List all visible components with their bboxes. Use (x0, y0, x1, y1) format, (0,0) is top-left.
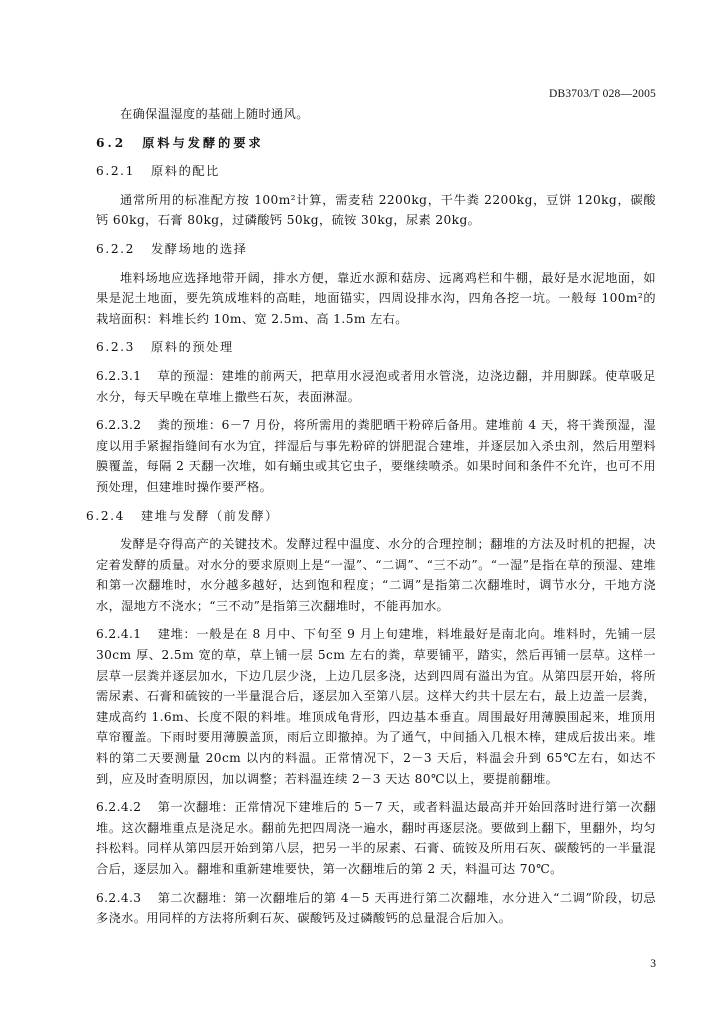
section-number: 6.2 (96, 135, 127, 150)
document-body (86, 104, 669, 929)
clause-6-2-3-1 (96, 366, 669, 407)
clause-6-2-4-2 (96, 797, 656, 879)
clause-text: 建堆：一般是在 8 月中、下旬至 9 月上旬建堆，料堆最好是南北向。堆料时，先铺一层 30cm 厚、2.5m 宽的草，草上铺一层 5cm 左右的粪，草要铺平，踏实，然后再铺一层草。这样一层草一层粪并逐层加水，下边几层少浇，上边几层多浇，达到四周有溢出为宜。从第四层开始，将所需尿素、石膏和硫铵的一半量混合后，逐层加入至第八层。这样大约共十层左右，最上边盖一层粪，建成高约 1.6m、长度不限的料堆。堆顶成龟背形，四边基本垂直。周围最好用薄膜围起来，堆顶用草帘覆盖。下雨时要用薄膜盖顶，雨后立即撤掉。为了通气，中间插入几根木棒，建成后拔出来。堆料的第二天要测量 20cm 以内的料温。正常情况下，2－3 天后，料温会升到 65℃左右，如达不到，应及时查明原因，加以调整；若料温连续 2－3 天达 80℃以上，要提前翻堆。 (96, 627, 656, 786)
paragraph-site: 堆料场地应选择地带开阔，排水方便，靠近水源和菇房、远离鸡栏和牛棚，最好是水泥地面，如果是泥土地面，要先筑成堆料的高畦，地面锚实，四周设排水沟，四角各挖一坑。一般每 100m²的栽培面积：料堆长约 10m、宽 2.5m、高 1.5m 左右。 (96, 270, 656, 326)
clause-6-2-3-2 (96, 415, 656, 497)
paragraph-ventilation: 在确保温湿度的基础上随时通风。 (120, 107, 309, 121)
clause-number: 6.2.3.1 (96, 368, 142, 383)
clause-number: 6.2.4.2 (96, 800, 142, 815)
section-title: 原料与发酵的要求 (142, 135, 264, 150)
section-number: 6.2.3 (96, 340, 136, 355)
section-number: 6.2.1 (96, 164, 136, 179)
section-6-2-3-heading (96, 337, 656, 358)
clause-6-2-4-1 (96, 624, 656, 789)
section-6-2-heading (96, 133, 656, 154)
clause-text: 粪的预堆：6－7 月份，将所需用的粪肥晒干粉碎后备用。建堆前 4 天，将干粪预湿，湿度以用手紧握指缝间有水为宜，拌湿后与事先粉碎的饼肥混合建堆，并逐层加入杀虫剂，然后用塑料膜覆盖，每隔 2 天翻一次堆，如有蛹虫或其它虫子，要继续喷杀。如果时间和条件不允许，也可不用预处理，但建堆时操作要严格。 (96, 418, 656, 494)
document-code: DB3703/T 028—2005 (548, 88, 656, 100)
clause-text: 草的预湿：建堆的前两天，把草用水浸泡或者用水管浇，边浇边翻，并用脚踩。使草吸足 水分，每天早晚在草堆上撒些石灰，表面淋湿。 (96, 368, 669, 404)
paragraph-formula: 通常所用的标准配方按 100m²计算，需麦秸 2200kg，干牛粪 2200kg，豆饼 120kg，碳酸钙 60kg，石膏 80kg，过磷酸钙 50kg，硫铵 30kg，尿素 20kg。 (96, 192, 656, 228)
clause-text: 第二次翻堆：第一次翻堆后的第 4－5 天再进行第二次翻堆，水分进入“二调”阶段，切忌多浇水。用同样的方法将所剩石灰、碳酸钙及过磷酸钙的总量混合后加入。 (96, 890, 656, 926)
section-number: 6.2.2 (96, 241, 136, 256)
section-title: 原料的配比 (151, 164, 220, 179)
section-title: 原料的预处理 (151, 340, 234, 355)
clause-number: 6.2.3.2 (96, 418, 142, 433)
section-6-2-2-heading (96, 239, 656, 260)
clause-text: 第一次翻堆：正常情况下建堆后的 5－7 天，或者料温达最高并开始回落时进行第一次翻堆。这次翻堆重点是浇足水。翻前先把四周浇一遍水，翻时再逐层浇。要做到上翻下，里翻外，均匀抖松料。同样从第四层开始到第八层，把另一半的尿素、石膏、硫铵及所用石灰、碳酸钙的一半量混合后，逐层加入。翻堆和重新建堆要快，第一次翻堆后的第 2 天，料温可达 70℃。 (96, 800, 656, 876)
section-title: 建堆与发酵（前发酵） (141, 508, 279, 523)
paragraph-fermentation: 发酵是夺得高产的关键技术。发酵过程中温度、水分的合理控制；翻堆的方法及时机的把握，决定着发酵的质量。对水分的要求原则上是“一湿”、“二调”、“三不动”。“一湿”是指在草的预湿、建堆和第一次翻堆时，水分越多越好，达到饱和程度；“二调”是指第二次翻堆时，调节水分，干地方浇水，湿地方不浇水；“三不动”是指第三次翻堆时，不能再加水。 (96, 537, 656, 613)
clause-6-2-4-3 (96, 888, 656, 929)
clause-number: 6.2.4.3 (96, 890, 142, 905)
section-6-2-1-heading (96, 161, 656, 182)
section-number: 6.2.4 (86, 508, 126, 523)
clause-number: 6.2.4.1 (96, 627, 142, 642)
section-6-2-4-heading (86, 506, 656, 527)
page-number: 3 (650, 958, 656, 970)
section-title: 发酵场地的选择 (151, 241, 248, 256)
